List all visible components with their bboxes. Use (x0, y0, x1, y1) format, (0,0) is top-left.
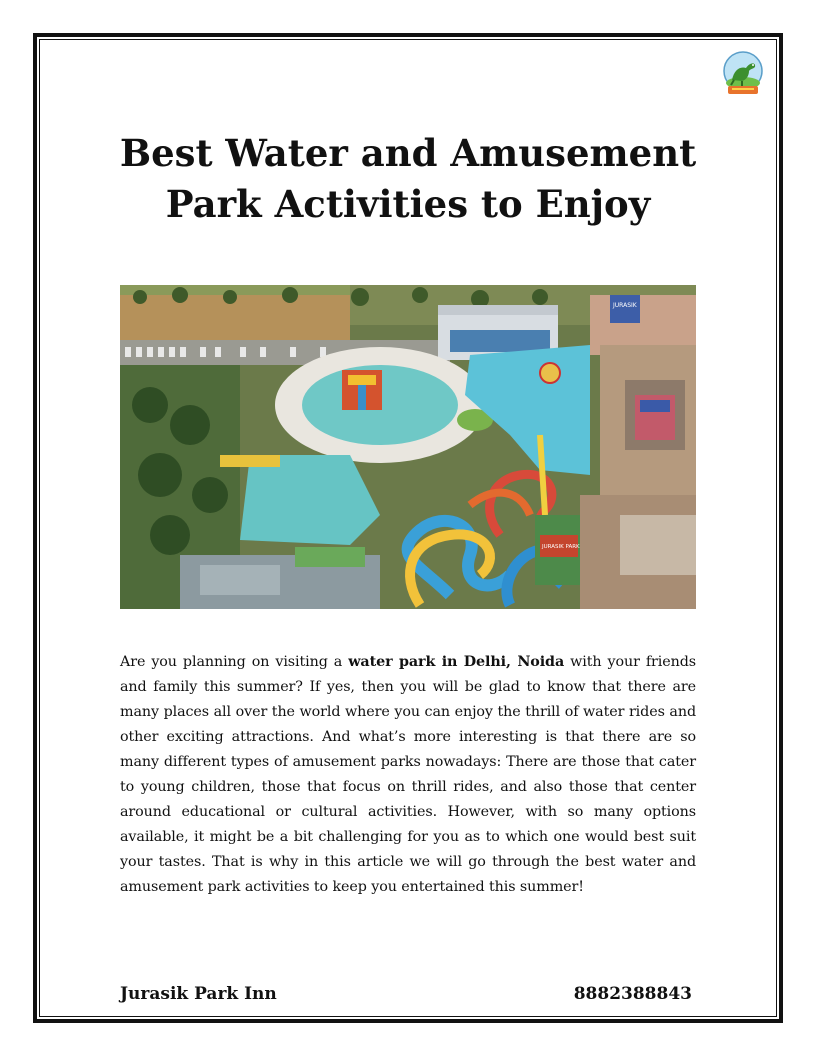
paragraph-bold-link-text: water park in Delhi, Noida (348, 654, 565, 670)
intro-paragraph (120, 650, 696, 900)
sign-text-top: JURASIK (613, 302, 637, 309)
title-line-2: Park Activities to Enjoy (165, 182, 651, 226)
footer-company-name: Jurasik Park Inn (120, 984, 277, 1004)
hero-image-water-park (120, 285, 696, 609)
paragraph-text-1: Are you planning on visiting a (120, 654, 349, 670)
footer-phone-number: 8882388843 (573, 984, 692, 1004)
dinosaur-logo-icon (722, 50, 764, 96)
page-title (100, 128, 716, 230)
sign-text-tower: JURASIK PARK (542, 544, 580, 550)
title-line-1: Best Water and Amusement (119, 131, 697, 175)
paragraph-text-2: with your friends and family this summer? If yes, then you will be glad to know that there are many places all over the world where you can enjoy the thrill of water rides and other exciting attractions. And what’s more interesting is that there are so many different types of amusement parks nowadays: There are those that cater to young children, those that focus on thrill rides, and also those that center around educational or cultural activities. However, with so many options available, it might be a bit challenging for you as to which one would best suit your tastes. That is why in this article we will go through the best water and amusement park activities to keep you entertained this summer! (120, 654, 696, 895)
